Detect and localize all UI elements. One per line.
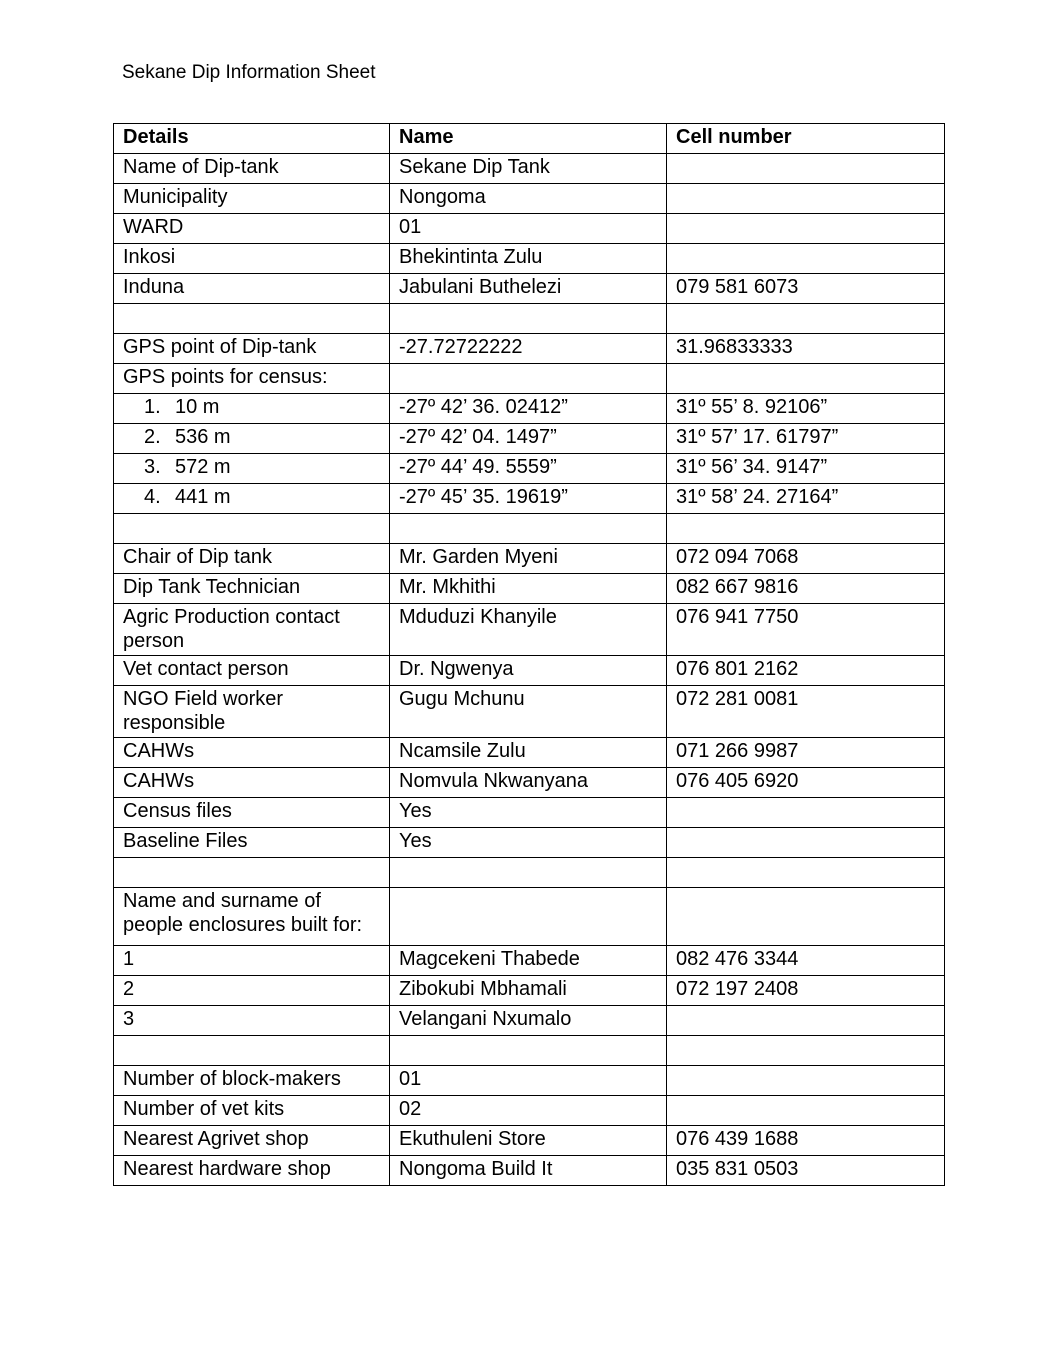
- gps-census-row: [114, 484, 945, 514]
- info-table: [113, 123, 945, 1186]
- name-cell: [390, 888, 667, 946]
- cell-number-cell: 082 476 3344: [667, 946, 945, 976]
- latitude-cell: -27º 42’ 04. 1497”: [390, 424, 667, 454]
- header-details: Details: [114, 124, 390, 154]
- detail-cell: Baseline Files: [114, 828, 390, 858]
- detail-cell: [114, 484, 390, 514]
- cell-number-cell: [667, 1066, 945, 1096]
- cell-number-cell: 072 197 2408: [667, 976, 945, 1006]
- latitude-cell: -27º 42’ 36. 02412”: [390, 394, 667, 424]
- detail-cell: Number of vet kits: [114, 1096, 390, 1126]
- detail-cell: Number of block-makers: [114, 1066, 390, 1096]
- name-cell: [390, 858, 667, 888]
- cell-number-cell: 035 831 0503: [667, 1156, 945, 1186]
- table-row: [114, 1126, 945, 1156]
- detail-cell: Nearest hardware shop: [114, 1156, 390, 1186]
- name-cell: Dr. Ngwenya: [390, 656, 667, 686]
- header-row: [114, 124, 945, 154]
- detail-cell: 1: [114, 946, 390, 976]
- table-row: [114, 184, 945, 214]
- table-row: [114, 946, 945, 976]
- detail-cell: Induna: [114, 274, 390, 304]
- detail-cell: Vet contact person: [114, 656, 390, 686]
- longitude-cell: 31º 56’ 34. 9147”: [667, 454, 945, 484]
- cell-number-cell: [667, 154, 945, 184]
- detail-cell: [114, 424, 390, 454]
- detail-cell: Dip Tank Technician: [114, 574, 390, 604]
- cell-number-cell: 076 941 7750: [667, 604, 945, 656]
- name-cell: [390, 304, 667, 334]
- cell-number-cell: 076 439 1688: [667, 1126, 945, 1156]
- cell-number-cell: 079 581 6073: [667, 274, 945, 304]
- list-number: 1.: [144, 396, 161, 418]
- table-row: [114, 738, 945, 768]
- detail-cell: Census files: [114, 798, 390, 828]
- cell-number-cell: [667, 304, 945, 334]
- detail-cell: CAHWs: [114, 738, 390, 768]
- table-row: [114, 888, 945, 946]
- list-number: 4.: [144, 486, 161, 508]
- table-row: [114, 214, 945, 244]
- cell-number-cell: [667, 1006, 945, 1036]
- detail-cell: [114, 454, 390, 484]
- cell-number-cell: 082 667 9816: [667, 574, 945, 604]
- page-title: Sekane Dip Information Sheet: [122, 62, 376, 83]
- table-row: [114, 1006, 945, 1036]
- distance-label: 441 m: [175, 486, 231, 508]
- longitude-cell: 31º 58’ 24. 27164”: [667, 484, 945, 514]
- table-row: [114, 798, 945, 828]
- table-row-empty: [114, 304, 945, 334]
- name-cell: Mduduzi Khanyile: [390, 604, 667, 656]
- distance-label: 10 m: [175, 396, 220, 418]
- detail-cell: 2: [114, 976, 390, 1006]
- name-cell: Nomvula Nkwanyana: [390, 768, 667, 798]
- detail-cell: Nearest Agrivet shop: [114, 1126, 390, 1156]
- table-row: [114, 574, 945, 604]
- name-cell: Bhekintinta Zulu: [390, 244, 667, 274]
- table-row: [114, 976, 945, 1006]
- table-row: [114, 544, 945, 574]
- cell-number-cell: [667, 828, 945, 858]
- detail-cell: [114, 1036, 390, 1066]
- cell-number-cell: 31.96833333: [667, 334, 945, 364]
- name-cell: Gugu Mchunu: [390, 686, 667, 738]
- name-cell: Ncamsile Zulu: [390, 738, 667, 768]
- detail-cell: Name and surname of people enclosures built for:: [114, 888, 390, 946]
- cell-number-cell: [667, 364, 945, 394]
- detail-cell: 3: [114, 1006, 390, 1036]
- name-cell: [390, 364, 667, 394]
- cell-number-cell: 072 094 7068: [667, 544, 945, 574]
- cell-number-cell: [667, 1036, 945, 1066]
- cell-number-cell: [667, 888, 945, 946]
- name-cell: Ekuthuleni Store: [390, 1126, 667, 1156]
- gps-census-row: [114, 454, 945, 484]
- longitude-cell: 31º 57’ 17. 61797”: [667, 424, 945, 454]
- detail-cell: [114, 514, 390, 544]
- latitude-cell: -27º 45’ 35. 19619”: [390, 484, 667, 514]
- name-cell: Yes: [390, 828, 667, 858]
- detail-cell: CAHWs: [114, 768, 390, 798]
- name-cell: Nongoma Build It: [390, 1156, 667, 1186]
- name-cell: Mr. Garden Myeni: [390, 544, 667, 574]
- header-cell-number: Cell number: [667, 124, 945, 154]
- cell-number-cell: 071 266 9987: [667, 738, 945, 768]
- name-cell: Sekane Dip Tank: [390, 154, 667, 184]
- table-row: [114, 364, 945, 394]
- name-cell: 01: [390, 214, 667, 244]
- name-cell: Magcekeni Thabede: [390, 946, 667, 976]
- detail-cell: Chair of Dip tank: [114, 544, 390, 574]
- name-cell: Nongoma: [390, 184, 667, 214]
- detail-cell: [114, 858, 390, 888]
- cell-number-cell: 076 801 2162: [667, 656, 945, 686]
- detail-cell: Name of Dip-tank: [114, 154, 390, 184]
- table-row: [114, 334, 945, 364]
- cell-number-cell: [667, 184, 945, 214]
- longitude-cell: 31º 55’ 8. 92106”: [667, 394, 945, 424]
- name-cell: Jabulani Buthelezi: [390, 274, 667, 304]
- list-number: 3.: [144, 456, 161, 478]
- table-row: [114, 604, 945, 656]
- cell-number-cell: [667, 798, 945, 828]
- cell-number-cell: [667, 858, 945, 888]
- table-row: [114, 1096, 945, 1126]
- gps-census-row: [114, 424, 945, 454]
- name-cell: [390, 1036, 667, 1066]
- name-cell: 01: [390, 1066, 667, 1096]
- detail-cell: Inkosi: [114, 244, 390, 274]
- detail-cell: Agric Production contact person: [114, 604, 390, 656]
- table-row-empty: [114, 514, 945, 544]
- list-number: 2.: [144, 426, 161, 448]
- detail-cell: [114, 304, 390, 334]
- detail-cell: WARD: [114, 214, 390, 244]
- name-cell: Mr. Mkhithi: [390, 574, 667, 604]
- table-row: [114, 154, 945, 184]
- name-cell: -27.72722222: [390, 334, 667, 364]
- name-cell: Zibokubi Mbhamali: [390, 976, 667, 1006]
- header-name: Name: [390, 124, 667, 154]
- table-row: [114, 656, 945, 686]
- name-cell: Yes: [390, 798, 667, 828]
- cell-number-cell: [667, 1096, 945, 1126]
- gps-census-row: [114, 394, 945, 424]
- table-row: [114, 274, 945, 304]
- table-row: [114, 686, 945, 738]
- name-cell: Velangani Nxumalo: [390, 1006, 667, 1036]
- table-row-empty: [114, 1036, 945, 1066]
- table-row: [114, 244, 945, 274]
- distance-label: 572 m: [175, 456, 231, 478]
- name-cell: [390, 514, 667, 544]
- detail-cell: NGO Field worker responsible: [114, 686, 390, 738]
- table-row: [114, 1066, 945, 1096]
- detail-cell: GPS point of Dip-tank: [114, 334, 390, 364]
- cell-number-cell: 076 405 6920: [667, 768, 945, 798]
- cell-number-cell: 072 281 0081: [667, 686, 945, 738]
- detail-cell: Municipality: [114, 184, 390, 214]
- cell-number-cell: [667, 514, 945, 544]
- distance-label: 536 m: [175, 426, 231, 448]
- table-row: [114, 768, 945, 798]
- table-row: [114, 1156, 945, 1186]
- table-row: [114, 828, 945, 858]
- latitude-cell: -27º 44’ 49. 5559”: [390, 454, 667, 484]
- cell-number-cell: [667, 214, 945, 244]
- detail-cell: [114, 394, 390, 424]
- name-cell: 02: [390, 1096, 667, 1126]
- detail-cell: GPS points for census:: [114, 364, 390, 394]
- table-row-empty: [114, 858, 945, 888]
- cell-number-cell: [667, 244, 945, 274]
